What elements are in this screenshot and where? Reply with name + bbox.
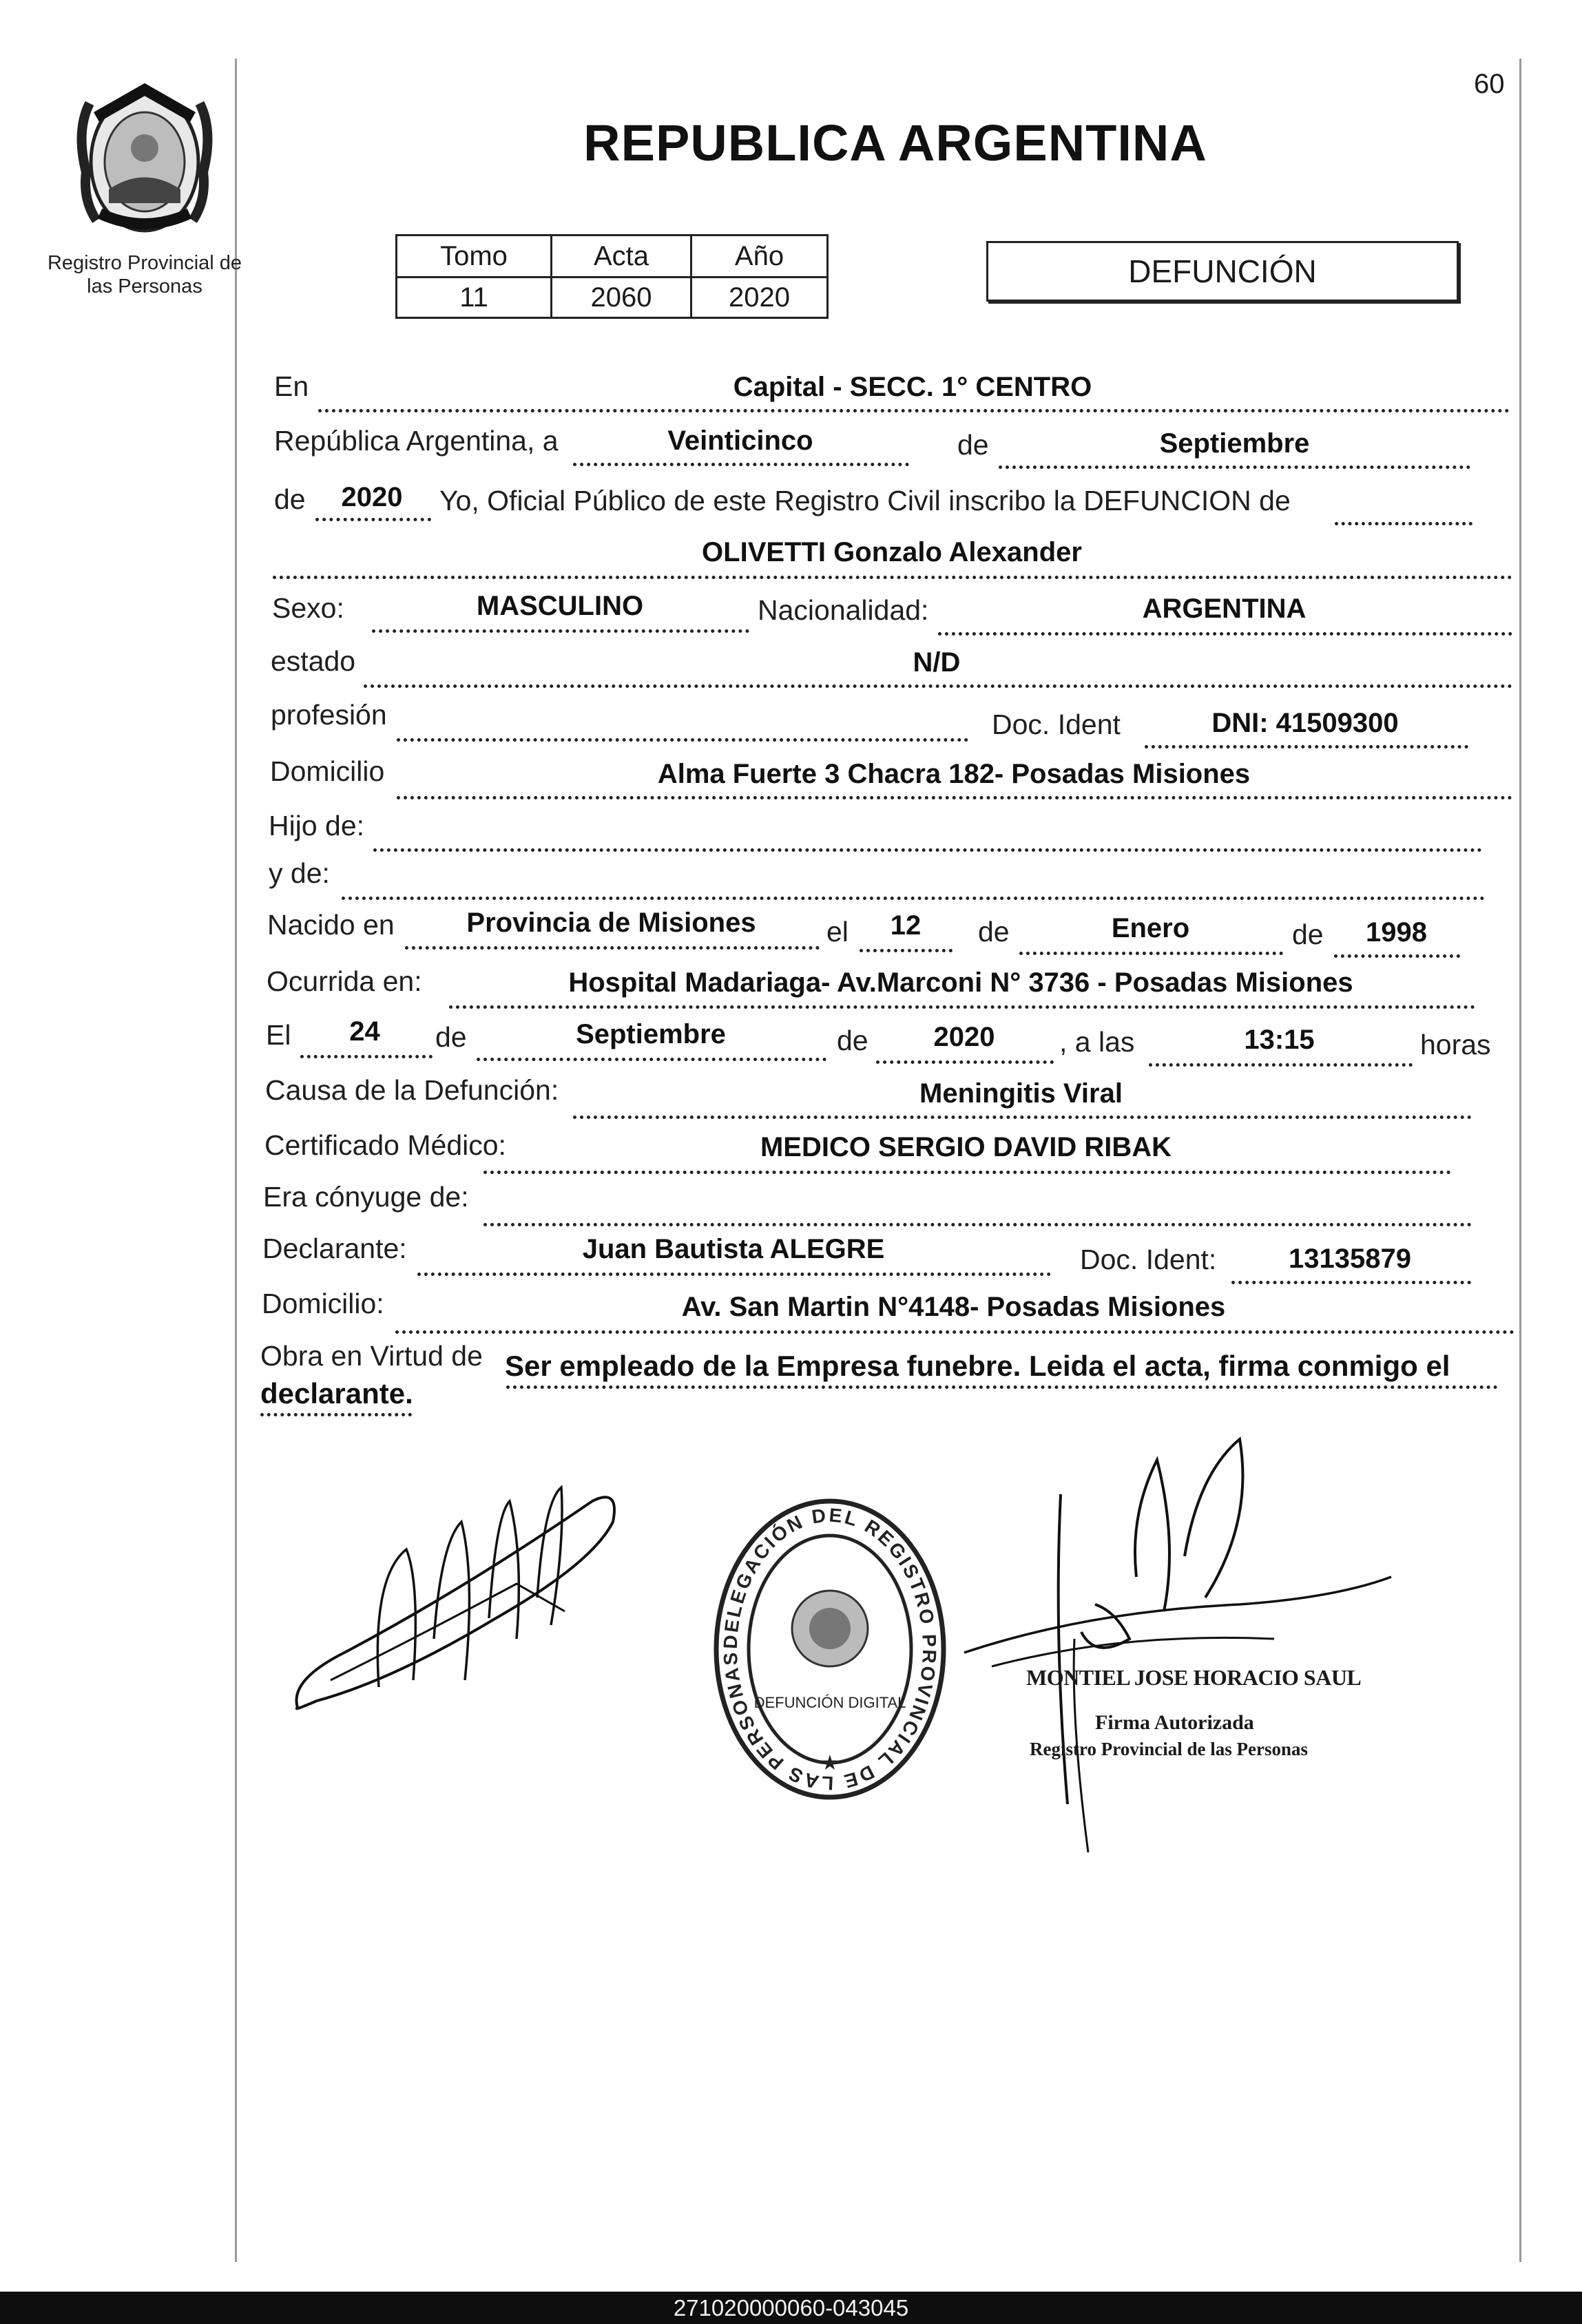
label-sexo: Sexo: (272, 592, 344, 624)
field-anio: 2020 (341, 482, 403, 512)
field-fall-anio: 2020 (933, 1022, 995, 1052)
crest-caption (28, 251, 262, 298)
field-fall-mes: Septiembre (576, 1019, 726, 1049)
label-nacionalidad: Nacionalidad: (758, 594, 929, 626)
dotted-line (372, 629, 749, 633)
table-value-tomo: 11 (397, 278, 552, 318)
table-header-acta: Acta (552, 235, 691, 278)
dotted-line (860, 949, 953, 952)
field-doc-ident: DNI: 41509300 (1211, 708, 1399, 738)
label-de: de (1292, 919, 1324, 950)
label-nacido-en: Nacido en (267, 909, 395, 941)
field-fall-dia: 24 (349, 1016, 380, 1047)
label-profesion: profesión (271, 699, 387, 731)
label-de: de (837, 1025, 868, 1056)
official-signature (950, 1432, 1405, 1880)
field-nac-mes: Enero (1111, 913, 1190, 943)
field-hora: 13:15 (1244, 1025, 1315, 1055)
dotted-line (373, 848, 1482, 852)
label-ocurrida-en: Ocurrida en: (267, 965, 422, 997)
label-hijo-de: Hijo de: (269, 810, 365, 841)
dotted-line (1149, 1063, 1413, 1067)
label-el-cap: El (266, 1019, 291, 1051)
dotted-line (395, 1330, 1515, 1334)
field-nacionalidad: ARGENTINA (1142, 594, 1307, 624)
official-stamp-name: MONTIEL JOSE HORACIO SAUL (1026, 1665, 1362, 1690)
dotted-line (573, 1116, 1472, 1119)
dotted-line (573, 463, 909, 466)
label-obra: Obra en Virtud de (260, 1340, 483, 1372)
dotted-line (449, 1005, 1475, 1009)
dotted-line (506, 1385, 1498, 1389)
field-ocurrida-en: Hospital Madariaga- Av.Marconi N° 3736 - Posadas Misiones (568, 967, 1353, 998)
dotted-line (315, 518, 431, 521)
dotted-line (397, 738, 968, 742)
label-causa: Causa de la Defunción: (265, 1074, 559, 1106)
label-declarante: Declarante: (262, 1233, 407, 1264)
label-a-las: , a las (1059, 1026, 1135, 1058)
label-de: de (274, 483, 306, 515)
label-doc-ident: Doc. Ident (992, 709, 1121, 740)
field-nac-dia: 12 (890, 910, 922, 941)
field-domicilio: Alma Fuerte 3 Chacra 182- Posadas Misiones (657, 759, 1251, 789)
field-sexo: MASCULINO (476, 591, 644, 621)
dotted-line (1335, 522, 1472, 525)
table-header-tomo: Tomo (397, 235, 552, 278)
field-nombre: OLIVETTI Gonzalo Alexander (702, 537, 1082, 567)
registry-table (395, 234, 829, 319)
label-conyuge: Era cónyuge de: (263, 1181, 469, 1213)
crest-caption-line1: Registro Provincial de (47, 252, 242, 274)
seal-ring-text: DELEGACIÓN DEL REGISTRO PROVINCIAL DE LAS PERSONAS (719, 1504, 941, 1794)
page-number: 60 (1474, 69, 1505, 99)
dotted-line (1019, 952, 1283, 955)
field-causa: Meningitis Viral (919, 1078, 1123, 1109)
label-de: de (978, 916, 1010, 948)
field-dia-letras: Veinticinco (667, 426, 813, 456)
dotted-line (364, 684, 1512, 688)
label-en: En (274, 370, 309, 402)
dotted-line (318, 409, 1510, 412)
province-crest-logo (69, 76, 220, 241)
label-doc-ident2: Doc. Ident: (1080, 1244, 1217, 1275)
field-obra-line1: Ser empleado de la Empresa funebre. Leida el acta, firma conmigo el (505, 1350, 1450, 1382)
registry-seal (709, 1494, 950, 1804)
field-lugar: Capital - SECC. 1° CENTRO (733, 372, 1092, 402)
official-stamp-org: Registro Provincial de las Personas (1030, 1739, 1308, 1759)
dotted-line (342, 897, 1485, 900)
crest-caption-line2: las Personas (87, 275, 202, 297)
declarant-signature (289, 1474, 634, 1721)
dotted-line (1334, 954, 1460, 958)
dotted-line (397, 796, 1512, 799)
seal-star-icon: ★ (820, 1752, 840, 1775)
label-de: de (435, 1021, 467, 1053)
field-declarante-doc: 13135879 (1289, 1244, 1411, 1274)
field-nac-anio: 1998 (1366, 917, 1427, 948)
dotted-line (405, 946, 820, 950)
label-y-de: y de: (269, 857, 330, 889)
field-mes: Septiembre (1159, 428, 1310, 459)
dotted-line (1145, 745, 1468, 749)
label-domicilio2: Domicilio: (262, 1288, 384, 1319)
field-obra-line2: declarante. (260, 1377, 413, 1410)
field-declarante: Juan Bautista ALEGRE (582, 1234, 885, 1264)
dotted-line (999, 465, 1470, 469)
doc-type-box: DEFUNCIÓN (986, 241, 1459, 302)
field-nacido-en: Provincia de Misiones (466, 908, 756, 938)
field-estado: N/D (913, 647, 961, 678)
field-certificado: MEDICO SERGIO DAVID RIBAK (760, 1132, 1172, 1162)
page-title: REPUBLICA ARGENTINA (583, 114, 1207, 171)
field-declarante-domicilio: Av. San Martin N°4148- Posadas Misiones (681, 1292, 1226, 1322)
label-certificado: Certificado Médico: (264, 1129, 506, 1161)
dotted-line (483, 1223, 1472, 1226)
dotted-line (1231, 1281, 1471, 1284)
official-stamp-role: Firma Autorizada (1095, 1711, 1254, 1734)
dotted-line (417, 1273, 1051, 1276)
dotted-line (477, 1058, 826, 1061)
dotted-line (876, 1060, 1054, 1064)
dotted-line (273, 576, 1512, 579)
dotted-line (938, 632, 1512, 636)
dotted-line (300, 1055, 433, 1058)
label-republica: República Argentina, a (274, 425, 559, 457)
table-value-anio: 2020 (691, 278, 828, 318)
label-estado: estado (271, 645, 356, 677)
dotted-line (483, 1171, 1451, 1174)
left-margin-line (235, 59, 237, 2262)
seal-center-text: DEFUNCIÓN DIGITAL (753, 1694, 906, 1711)
label-el: el (826, 916, 849, 948)
table-header-anio: Año (691, 235, 828, 278)
label-domicilio: Domicilio (270, 755, 385, 787)
right-margin-line (1519, 59, 1521, 2262)
table-value-acta: 2060 (552, 278, 691, 318)
footer-barcode-text: 271020000060-043045 (0, 2292, 1582, 2324)
label-de: de (957, 429, 989, 461)
label-horas: horas (1420, 1029, 1491, 1060)
dotted-line (260, 1413, 412, 1416)
label-yo-text: Yo, Oficial Público de este Registro Civil inscribo la DEFUNCION de (439, 485, 1291, 516)
